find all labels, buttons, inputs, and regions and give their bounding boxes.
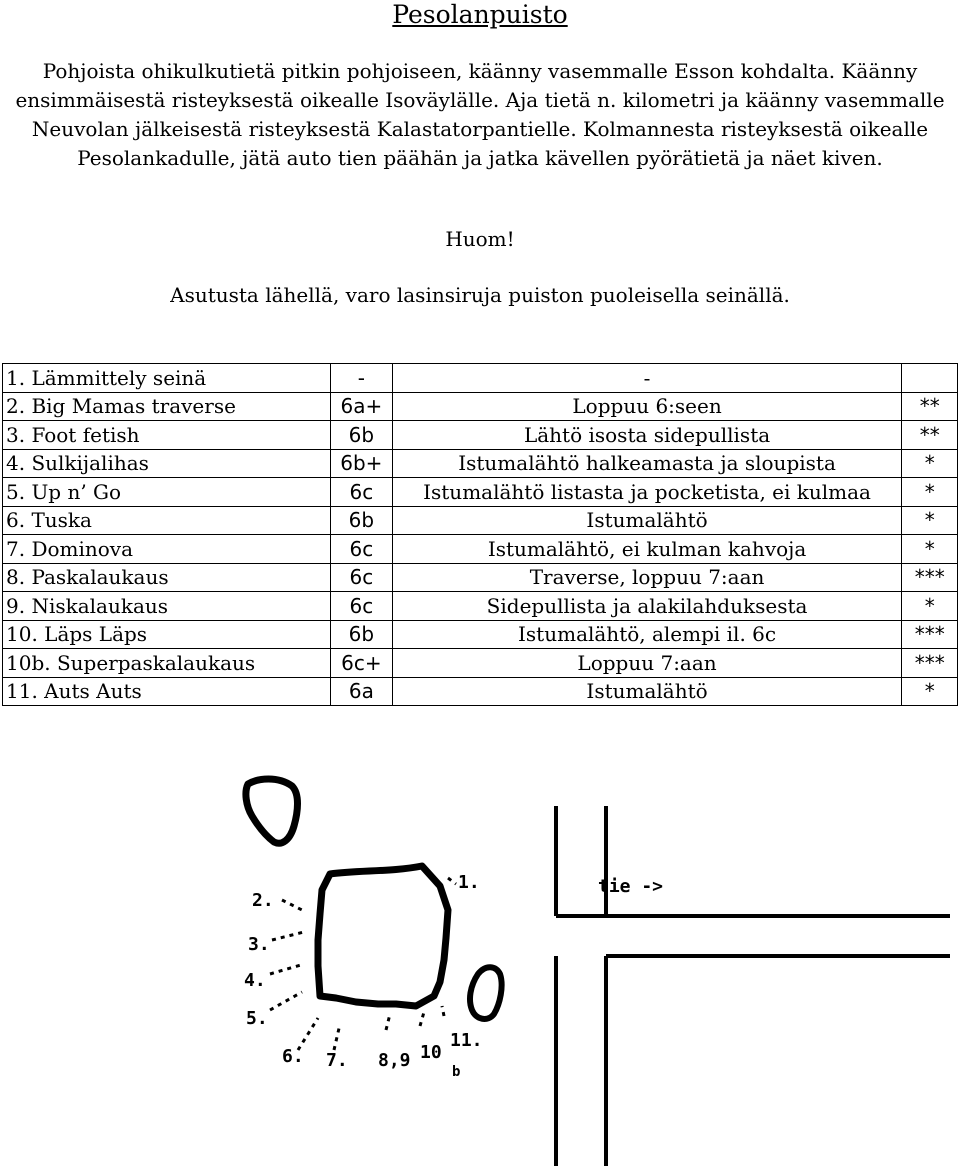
table-row xyxy=(3,392,958,421)
map-label-3: 3. xyxy=(248,934,270,955)
route-line-11 xyxy=(442,1006,444,1016)
route-name: 7. Dominova xyxy=(3,535,331,564)
route-line-5 xyxy=(270,992,302,1010)
route-grade: 6a xyxy=(331,677,393,706)
route-line-7 xyxy=(334,1024,340,1050)
routes-table xyxy=(2,363,958,706)
map-label-2: 2. xyxy=(252,890,274,911)
small-boulder-outline xyxy=(246,779,298,843)
map-label-road: tie -> xyxy=(598,876,664,897)
map-label-10: 10 xyxy=(420,1042,442,1063)
table-row xyxy=(3,563,958,592)
route-name: 3. Foot fetish xyxy=(3,421,331,450)
route-stars: * xyxy=(902,592,958,621)
route-stars: *** xyxy=(902,649,958,678)
table-row xyxy=(3,506,958,535)
table-row xyxy=(3,478,958,507)
route-stars: ** xyxy=(902,392,958,421)
note-heading: Huom! xyxy=(445,227,515,251)
route-grade: 6b+ xyxy=(331,449,393,478)
route-description: Sidepullista ja alakilahduksesta xyxy=(392,592,902,621)
route-stars: * xyxy=(902,535,958,564)
route-name: 4. Sulkijalihas xyxy=(3,449,331,478)
route-stars: *** xyxy=(902,620,958,649)
route-stars: * xyxy=(902,677,958,706)
route-description: Istumalähtö, ei kulman kahvoja xyxy=(392,535,902,564)
map-label-6: 6. xyxy=(282,1046,304,1067)
route-stars: * xyxy=(902,449,958,478)
table-row xyxy=(3,421,958,450)
table-row xyxy=(3,592,958,621)
route-name: 10b. Superpaskalaukaus xyxy=(3,649,331,678)
route-name: 10. Läps Läps xyxy=(3,620,331,649)
route-grade: 6b xyxy=(331,620,393,649)
route-description: Istumalähtö xyxy=(392,677,902,706)
route-stars: * xyxy=(902,478,958,507)
table-row xyxy=(3,649,958,678)
route-grade: - xyxy=(331,364,393,393)
route-line-4 xyxy=(270,964,304,974)
route-grade: 6b xyxy=(331,506,393,535)
route-description: Istumalähtö halkeamasta ja sloupista xyxy=(392,449,902,478)
route-grade: 6c xyxy=(331,478,393,507)
route-line-1 xyxy=(448,878,456,884)
table-row xyxy=(3,449,958,478)
route-grade: 6b xyxy=(331,421,393,450)
table-row xyxy=(3,364,958,393)
map-label-4: 4. xyxy=(244,970,266,991)
route-grade: 6c+ xyxy=(331,649,393,678)
route-stars xyxy=(902,364,958,393)
map-label-1: 1. xyxy=(458,872,480,893)
page-title: Pesolanpuisto xyxy=(392,0,568,29)
topo-map-drawing xyxy=(0,760,960,1174)
directions-text: Pohjoista ohikulkutietä pitkin pohjoiseen, käänny vasemmalle Esson kohdalta. Käänny ensimmäisestä risteyksestä oikealle Isoväylälle. Aja tietä n. kilometri ja käänny vasemmalle Neuvolan jälkeisestä risteyksestä Kalastatorpantielle. Kolmannesta risteyksestä oikealle Pesolankadulle, jätä auto tien päähän ja jatka kävellen pyörätietä ja näet kiven. xyxy=(15,59,945,170)
route-name: 11. Auts Auts xyxy=(3,677,331,706)
route-grade: 6c xyxy=(331,535,393,564)
main-boulder-outline xyxy=(318,866,448,1006)
route-stars: *** xyxy=(902,563,958,592)
route-name: 2. Big Mamas traverse xyxy=(3,392,331,421)
route-name: 1. Lämmittely seinä xyxy=(3,364,331,393)
route-line-10 xyxy=(420,1012,424,1026)
table-row xyxy=(3,620,958,649)
route-stars: ** xyxy=(902,421,958,450)
map-label-11b: b xyxy=(452,1064,461,1080)
route-name: 8. Paskalaukaus xyxy=(3,563,331,592)
note-text: Asutusta lähellä, varo lasinsiruja puiston puoleisella seinällä. xyxy=(170,283,790,307)
route-description: Lähtö isosta sidepullista xyxy=(392,421,902,450)
route-grade: 6c xyxy=(331,563,393,592)
route-description: Istumalähtö, alempi il. 6c xyxy=(392,620,902,649)
route-name: 5. Up n’ Go xyxy=(3,478,331,507)
route-stars: * xyxy=(902,506,958,535)
route-name: 6. Tuska xyxy=(3,506,331,535)
route-line-2 xyxy=(282,900,306,912)
route-name: 9. Niskalaukaus xyxy=(3,592,331,621)
map-label-7: 7. xyxy=(326,1050,348,1071)
route-line-8-9 xyxy=(386,1014,390,1030)
map-label-8-9: 8,9 xyxy=(378,1050,411,1071)
route-grade: 6c xyxy=(331,592,393,621)
route-description: Loppuu 7:aan xyxy=(392,649,902,678)
map-label-11: 11. xyxy=(450,1030,483,1051)
table-row xyxy=(3,677,958,706)
route-grade: 6a+ xyxy=(331,392,393,421)
route-description: Loppuu 6:seen xyxy=(392,392,902,421)
route-line-3 xyxy=(272,932,304,940)
map-label-5: 5. xyxy=(246,1008,268,1029)
route-description: Istumalähtö xyxy=(392,506,902,535)
topo-map xyxy=(0,760,960,1174)
route-description: - xyxy=(392,364,902,393)
small-rock-outline xyxy=(470,967,502,1019)
route-description: Traverse, loppuu 7:aan xyxy=(392,563,902,592)
table-row xyxy=(3,535,958,564)
routes-table-body xyxy=(3,364,958,706)
route-description: Istumalähtö listasta ja pocketista, ei kulmaa xyxy=(392,478,902,507)
